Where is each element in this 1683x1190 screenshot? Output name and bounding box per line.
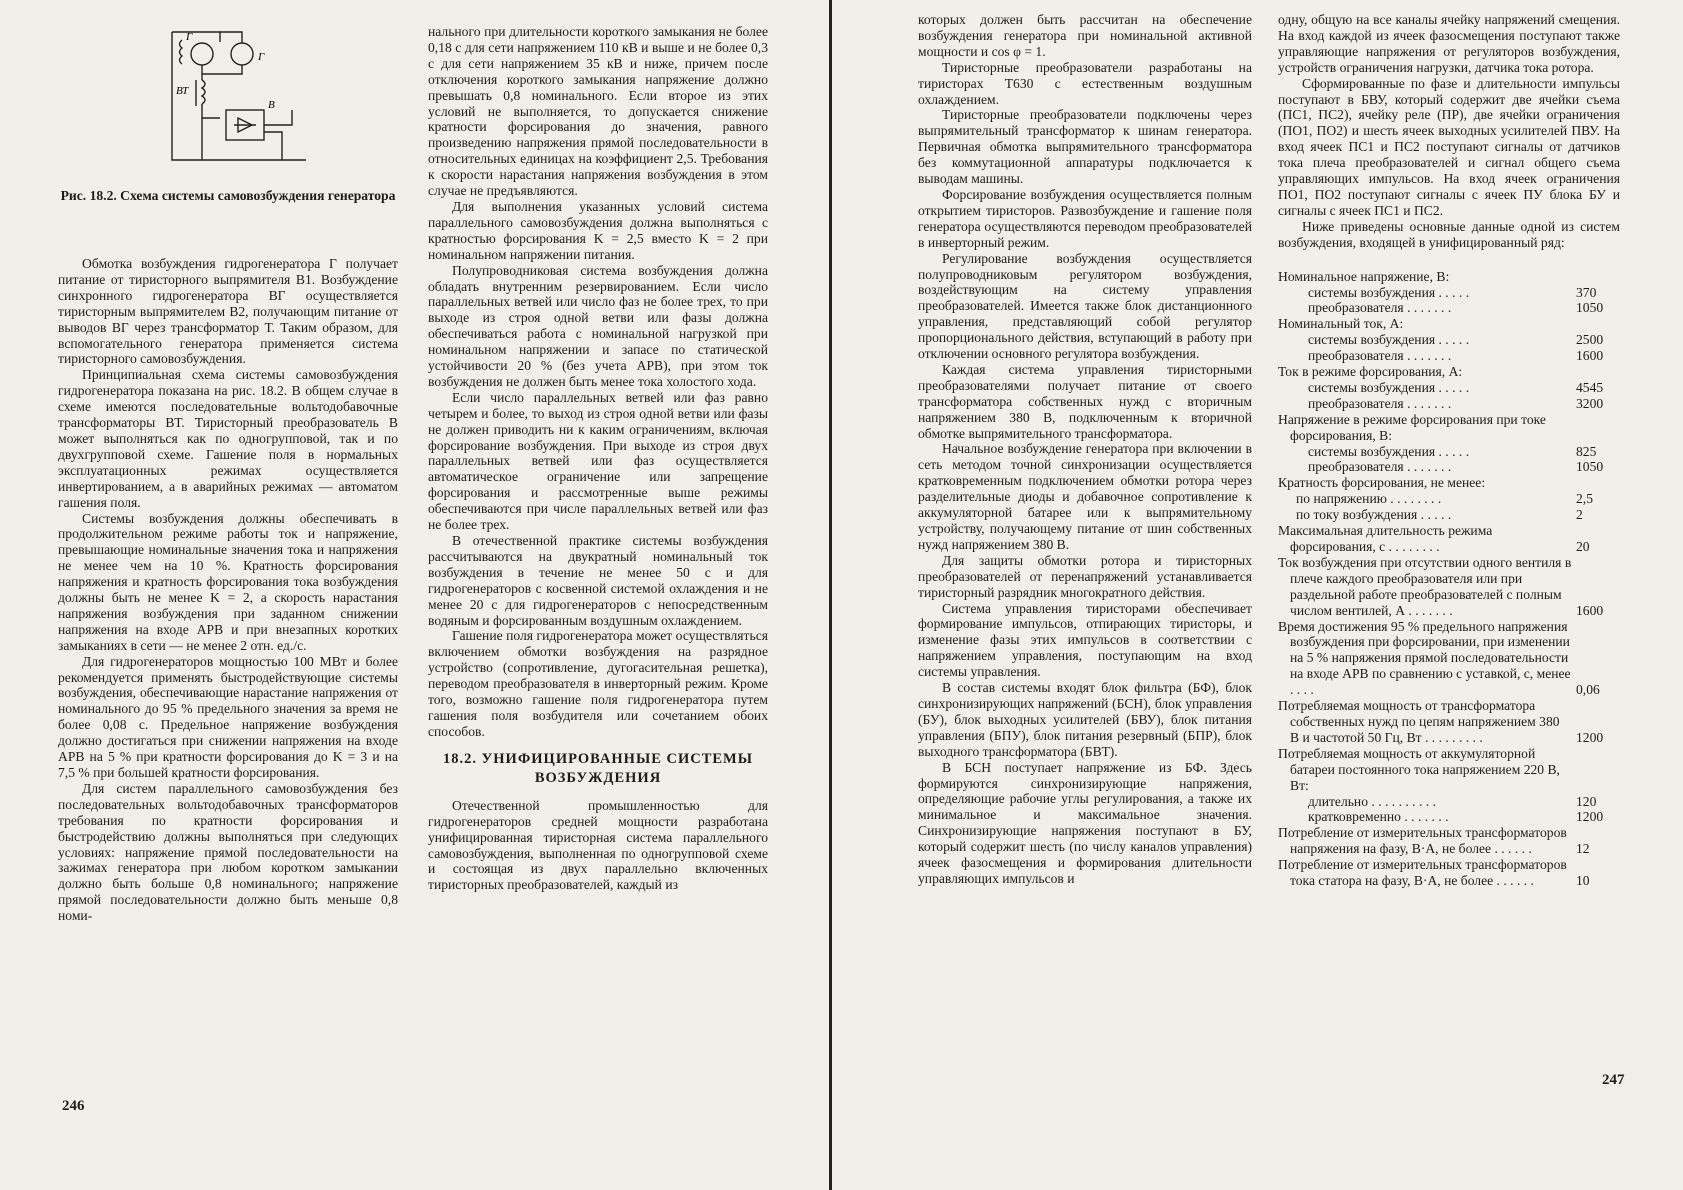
spec-value: 10 [1576, 873, 1590, 889]
spec-label: преобразователя . . . . . . . [1308, 300, 1452, 316]
spec-value: 2 [1576, 507, 1583, 523]
spec-row [1278, 746, 1620, 794]
paragraph: Принципиальная схема системы самовозбуждения гидрогенератора показана на рис. 18.2. В общем случае в схеме имеются последовательные вольтодобавочные трансформаторы ВТ. Тиристорный преобразователь В может выполняться как по одногрупповой, так и по двухгрупповой схеме. Гашение поля в нормальных эксплуатационных режимах осуществляется инвертированием, а в аварийных режимах — автоматом гашения поля. [58, 367, 398, 510]
spec-row [1278, 555, 1620, 619]
section-title: 18.2. УНИФИЦИРОВАННЫЕ СИСТЕМЫ ВОЗБУЖДЕНИЯ [443, 750, 753, 786]
paragraph: Обмотка возбуждения гидрогенератора Г получает питание от тиристорного выпрямителя В1. Возбуждение синхронного гидрогенератора ВГ осуществляется тиристорным выпрямителем В2, получающим питание от выводов ВГ через трансформатор Т. Таким образом, для вспомогательного генератора применяется система тиристорного самовозбуждения. [58, 256, 398, 367]
spec-value: 1200 [1576, 809, 1604, 825]
spec-label: преобразователя . . . . . . . [1308, 459, 1452, 475]
page-number-left: 246 [62, 1098, 85, 1114]
spec-label: Номинальное напряжение, В: [1278, 268, 1450, 284]
spec-label: системы возбуждения . . . . . [1308, 443, 1470, 459]
paragraph: Гашение поля гидрогенератора может осуществляться включением обмотки возбуждения на разрядное устройство (сопротивление, дугогасительная решетка), переводом преобразователя в инверторный режим. Кроме того, возможно гашение поля гидрогенератора путем гашения поля возбудителя или сочетанием обоих способов. [428, 628, 768, 739]
paragraph: Тиристорные преобразователи разработаны на тиристорах Т630 с естественным воздушным охлаждением. [918, 59, 1252, 107]
paragraph: одну, общую на все каналы ячейку напряжений смещения. На вход каждой из ячеек фазосмещения поступают также управляющие напряжения от регуляторов возбуждения, устройств ограничения нагрузки, датчика тока ротора. [1278, 12, 1620, 75]
spec-label: Потребление от измерительных трансформаторов напряжения на фазу, В·А, не более . . . . . . [1278, 825, 1567, 857]
spec-row [1278, 380, 1620, 396]
figure-caption: Рис. 18.2. Схема системы самовозбуждения генератора [60, 188, 396, 203]
paragraph: Полупроводниковая система возбуждения должна обладать внутренним резервированием. Если число параллельных ветвей или число фаз не более трех, то при выходе из строя одной ветви или фазы должна обеспечиваться работа с номинальной нагрузкой при номинальном напряжении и запасе по статической устойчивости 20 % (без учета АРВ), при этом ток возбуждения не должен быть менее тока холостого хода. [428, 262, 768, 389]
spec-row [1278, 444, 1620, 460]
spec-label: Номинальный ток, А: [1278, 316, 1404, 332]
spec-value: 1600 [1576, 602, 1604, 618]
paragraph: Для защиты обмотки ротора и тиристорных преобразователей от перенапряжений устанавливается тиристорный разрядник многократного действия. [918, 552, 1252, 600]
right-page [830, 0, 1683, 1190]
spec-row [1278, 507, 1620, 523]
spec-row [1278, 285, 1620, 301]
spec-label: Кратность форсирования, не менее: [1278, 475, 1486, 491]
spec-row [1278, 316, 1620, 332]
spec-row [1278, 459, 1620, 475]
paragraph: Сформированные по фазе и длительности импульсы поступают в БВУ, который содержит две ячейки съема (ПС1, ПС2), ячейку реле (ПР), две ячейки ограничения (ПО1, ПО2) и шесть ячеек выходных усилителей ПВУ. На вход ячеек ПС1 и ПС2 поступают сигналы от датчиков тока плеча преобразователей и сигнал общего съема управляющих импульсов. На вход ячеек ограничения ПО1, ПО2 поступают сигналы с ячеек ПУ блока БУ и сигналы с ячеек ПС1 и ПС2. [1278, 75, 1620, 218]
spec-row [1278, 619, 1620, 699]
spec-label: системы возбуждения . . . . . [1308, 332, 1470, 348]
paragraph: Ниже приведены основные данные одной из систем возбуждения, входящей в унифицированный ряд: [1278, 218, 1620, 250]
spec-label: по напряжению . . . . . . . . [1296, 491, 1442, 507]
paragraph: которых должен быть рассчитан на обеспечение возбуждения генератора при номинальной активной мощности и cos φ = 1. [918, 12, 1252, 59]
spec-row [1278, 396, 1620, 412]
spec-value: 120 [1576, 793, 1597, 809]
spec-value: 2,5 [1576, 491, 1593, 507]
figure-label-b: В [268, 99, 275, 111]
spec-row [1278, 825, 1620, 857]
spec-row [1278, 364, 1620, 380]
paragraph: Регулирование возбуждения осуществляется полупроводниковым регулятором возбуждения, воздействующим на систему управления преобразователей. Имеется также блок дистанционного управления, представляющий собой регулятор пропорционального действия, вступающий в работу при отключении основного регулятора возбуждения. [918, 250, 1252, 362]
spec-label: Максимальная длительность режима форсирования, с . . . . . . . . [1278, 523, 1493, 554]
page-number-right: 247 [1602, 1072, 1625, 1088]
spec-label: системы возбуждения . . . . . [1308, 284, 1470, 300]
paragraph: Для выполнения указанных условий система параллельного самовозбуждения должна выполняться с кратностью форсирования K = 2,5 вместо K = 2 при номинальном напряжении питания. [428, 198, 768, 262]
scheme-wire [172, 32, 306, 160]
spec-row [1278, 475, 1620, 491]
spec-label: Потребляемая мощность от трансформатора собственных нужд по цепям напряжением 380 В и частотой 50 Гц, Вт . . . . . . . . . [1278, 698, 1560, 745]
paragraph: Система управления тиристорами обеспечивает формирование импульсов, отпирающих тиристоры, и изменение фазы этих импульсов в соответствии с напряжением управления, поступающим на вход системы управления. [918, 600, 1252, 680]
spec-row [1278, 348, 1620, 364]
spec-value: 1200 [1576, 729, 1604, 745]
spec-row [1278, 794, 1620, 810]
booster-transformer [202, 80, 205, 104]
spec-label: преобразователя . . . . . . . [1308, 348, 1452, 364]
paragraph: Форсирование возбуждения осуществляется полным открытием тиристоров. Развозбуждение и гашение поля генератора осуществляются переводом преобразователей в инверторный режим. [918, 186, 1252, 250]
spec-value: 3200 [1576, 395, 1604, 411]
spec-value: 2500 [1576, 332, 1604, 348]
left-page [0, 0, 830, 1190]
spec-row [1278, 809, 1620, 825]
spec-row [1278, 300, 1620, 316]
right-column-1 [918, 12, 1252, 887]
spec-value: 4545 [1576, 379, 1604, 395]
paragraph: Начальное возбуждение генератора при включении в сеть методом точной синхронизации осуществляется кратковременным подключением обмотки ротора через разделительные диоды и добавочное сопротивление к аккумуляторной батарее или к выпрямительному устройству, получающему питание от шин собственных нужд напряжением 380 В. [918, 441, 1252, 552]
spec-value: 370 [1576, 284, 1597, 300]
left-column-2 [428, 24, 768, 893]
left-column-1 [58, 256, 398, 924]
spec-row [1278, 332, 1620, 348]
paragraph: В отечественной практике системы возбуждения рассчитываются на двукратный номинальный ток возбуждения в течение не менее 50 с и для гидрогенераторов с косвенной системой охлаждения и не менее 20 с для гидрогенераторов с непосредственным водяным и форсированным воздушным охлаждением. [428, 533, 768, 628]
spec-row [1278, 857, 1620, 889]
spec-label: Ток в режиме форсирования, А: [1278, 364, 1463, 380]
spec-row [1278, 491, 1620, 507]
paragraph: В состав системы входят блок фильтра (БФ), блок синхронизирующих напряжений (БСН), блок управления (БУ), блок выходных усилителей (БВУ), блок питания управления (БПУ), блок питания резервный (БПР), блок выходного трансформатора (БВТ). [918, 680, 1252, 759]
paragraph: Если число параллельных ветвей или фаз равно четырем и более, то выход из строя одной ветви или фазы не должен приводить ни к каким ограничениям, включая форсирование возбуждения. При выходе из строя двух параллельных ветвей или фаз осуществляется автоматическое ограничение или запрещение форсирования и рассмотренные выше режимы обеспечиваются при числе параллельных ветвей или фаз не более трех. [428, 389, 768, 533]
spec-value: 12 [1576, 841, 1590, 857]
paragraph: Системы возбуждения должны обеспечивать в продолжительном режиме работы ток и напряжение, превышающие номинальные значения тока и напряжения не менее чем на 10 %. Кратность форсирования напряжения и кратность форсирования тока возбуждения должны быть не менее K = 2, а скорость нарастания напряжения возбуждения при заданном снижении напряжения на входе АРВ и при внезапных коротких замыканиях в сети — не менее 2 отн. ед./с. [58, 510, 398, 653]
paragraph: Отечественной промышленностью для гидрогенераторов средней мощности разработана унифицированная тиристорная система параллельного самовозбуждения, выполненная по одногрупповой схеме и состоящая из двух параллельно включенных тиристорных преобразователей, каждый из [428, 797, 768, 893]
spec-row [1278, 412, 1620, 444]
figure-label-vt: ВТ [176, 85, 189, 97]
generator-circle-2 [231, 43, 253, 65]
generator-circle [191, 43, 213, 65]
paragraph: Каждая система управления тиристорными преобразователями получает питание от своего трансформатора собственных нужд с вторичным напряжением 380 В, подключенным к вторичной обмотке выпрямительного трансформатора. [918, 361, 1252, 441]
spec-label: Ток возбуждения при отсутствии одного вентиля в плече каждого преобразователя или при раздельной работе преобразователей с полным числом вентилей, А . . . . . . . [1278, 554, 1572, 618]
paragraph: Для систем параллельного самовозбуждения без последовательных вольтодобавочных трансформаторов требования по кратности форсирования и быстродействию должны выполняться при следующих условиях: напряжение прямой последовательности на зажимах генератора при любом коротком замыкании должно быть больше 0,8 номинального; напряжение прямой последовательности должно быть меньше 0,8 номи- [58, 780, 398, 924]
spec-value: 20 [1576, 539, 1590, 554]
figure-label-g1: Г [186, 31, 193, 43]
paragraph: нального при длительности короткого замыкания не более 0,18 с для сети напряжением 110 кВ и выше и не более 0,3 с для сети напряжением 35 кВ и ниже, причем после отключения короткого замыкания напряжение должно превышать 0,8 номинального. Если второе из этих условий не выполняется, то допускается снижение кратности форсирования до значения, равного произведению напряжения прямой последовательности в относительных единицах на коэффициент 2,5. Требования к скорости нарастания напряжения возбуждения в этом случае не предъявляются. [428, 24, 768, 199]
specification-list [1278, 269, 1620, 889]
spec-label: преобразователя . . . . . . . [1308, 395, 1452, 411]
spec-label: Потребляемая мощность от аккумуляторной батареи постоянного тока напряжением 220 В, Вт: [1278, 745, 1560, 793]
spec-label: длительно . . . . . . . . . . [1308, 793, 1436, 809]
paragraph: Тиристорные преобразователи подключены через выпрямительный трансформатор к шинам генератора. Первичная обмотка выпрямительного трансформатора без коммутационной аппаратуры подключается к выводам машины. [918, 107, 1252, 187]
spec-label: кратковременно . . . . . . . [1308, 809, 1449, 825]
spec-row [1278, 269, 1620, 285]
spec-value: 0,06 [1576, 682, 1600, 698]
excitation-scheme-diagram [160, 28, 310, 178]
paragraph: В БСН поступает напряжение из БФ. Здесь формируются синхронизирующие напряжения, определяющие рабочие углы регулирования, а также их минимальное и максимальное значения. Синхронизирующие напряжения поступают в БУ, который содержит шесть (по числу каналов управления) ячеек фазосмещения и формирования длительности управляющих импульсов и [918, 759, 1252, 886]
spec-label: Потребление от измерительных трансформаторов тока статора на фазу, В·А, не более . . . . . . [1278, 857, 1567, 889]
spec-value: 1600 [1576, 348, 1604, 364]
right-column-2 [1278, 12, 1620, 889]
spec-value: 1050 [1576, 300, 1604, 316]
spec-value: 1050 [1576, 459, 1604, 475]
spec-row [1278, 698, 1620, 746]
paragraph: Для гидрогенераторов мощностью 100 МВт и более рекомендуется применять быстродействующие системы возбуждения, обеспечивающие нарастание напряжения от номинального до 95 % предельного значения за время не более 0,08 с. Предельное напряжение возбуждения должно достигаться при снижении напряжения на входе АРВ на 5 % при кратности форсирования до K = 3 и на 7,5 % при большей кратности форсирования. [58, 653, 398, 780]
spec-label: по току возбуждения . . . . . [1296, 507, 1452, 523]
spec-label: Время достижения 95 % предельного напряжения возбуждения при форсировании, при изменении на 5 % напряжения прямой последовательности на входе АРВ по сравнению с уставкой, с, менее . . . . [1278, 618, 1571, 698]
spec-label: системы возбуждения . . . . . [1308, 379, 1470, 395]
spec-value: 825 [1576, 443, 1597, 459]
spec-row [1278, 523, 1620, 555]
spec-label: Напряжение в режиме форсирования при токе форсирования, В: [1278, 411, 1546, 443]
figure-label-g2: Г [258, 51, 265, 63]
